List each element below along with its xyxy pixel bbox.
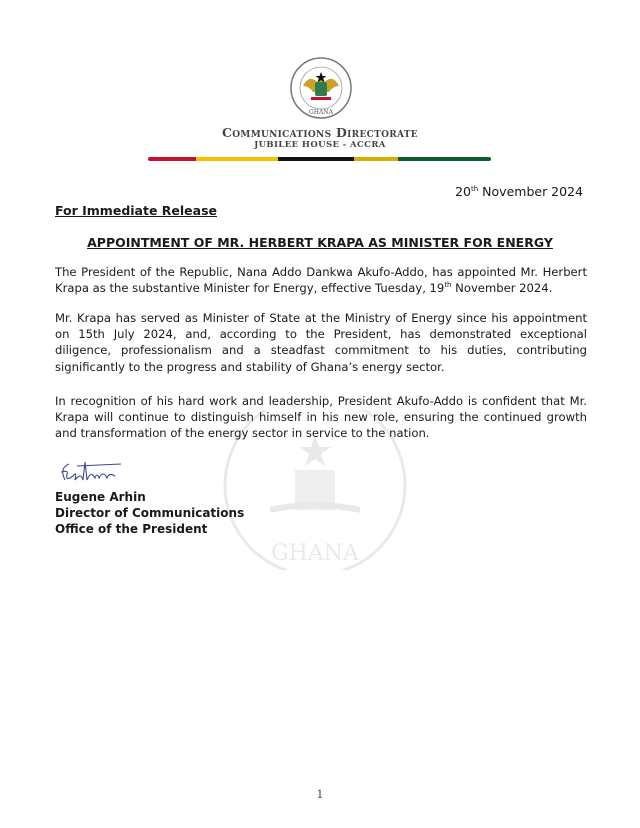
svg-text:GHANA: GHANA	[309, 109, 333, 116]
paragraph-1: The President of the Republic, Nana Addo Dankwa Akufo-Addo, has appointed Mr. Herbert Krapa as the substantive Minister for Energy, effective Tuesday, 19th November 2024.	[55, 265, 587, 296]
signatory-title: Director of Communications	[55, 506, 245, 520]
release-date: 20th November 2024	[455, 184, 583, 199]
signatory-office: Office of the President	[55, 522, 208, 536]
page-number: 1	[316, 788, 324, 801]
headline: APPOINTMENT OF MR. HERBERT KRAPA AS MINISTER FOR ENERGY	[87, 235, 553, 250]
release-label: For Immediate Release	[55, 203, 218, 218]
signature-icon	[55, 458, 135, 488]
presidential-seal-icon	[289, 56, 353, 120]
directorate-address: JUBILEE HOUSE - ACCRA	[254, 140, 386, 150]
directorate-title: Communications Directorate	[222, 125, 418, 140]
svg-text:GHANA: GHANA	[271, 541, 359, 566]
paragraph-2: Mr. Krapa has served as Minister of State at the Ministry of Energy since his appointment on 15th July 2024, and, according to the President, has demonstrated exceptional diligence, professionalism and a steadfast commitment to his duties, contributing significantly to the progress and stability of Ghana’s energy sector.	[55, 311, 587, 374]
signatory-name: Eugene Arhin	[55, 490, 146, 504]
flag-color-bar	[148, 157, 491, 161]
paragraph-3: In recognition of his hard work and leadership, President Akufo-Addo is confident that Mr. Krapa will continue to distinguish himself in his new role, ensuring the continued growth and transformation of the energy sector in service to the nation.	[55, 394, 587, 441]
watermark-seal-icon	[215, 410, 415, 570]
